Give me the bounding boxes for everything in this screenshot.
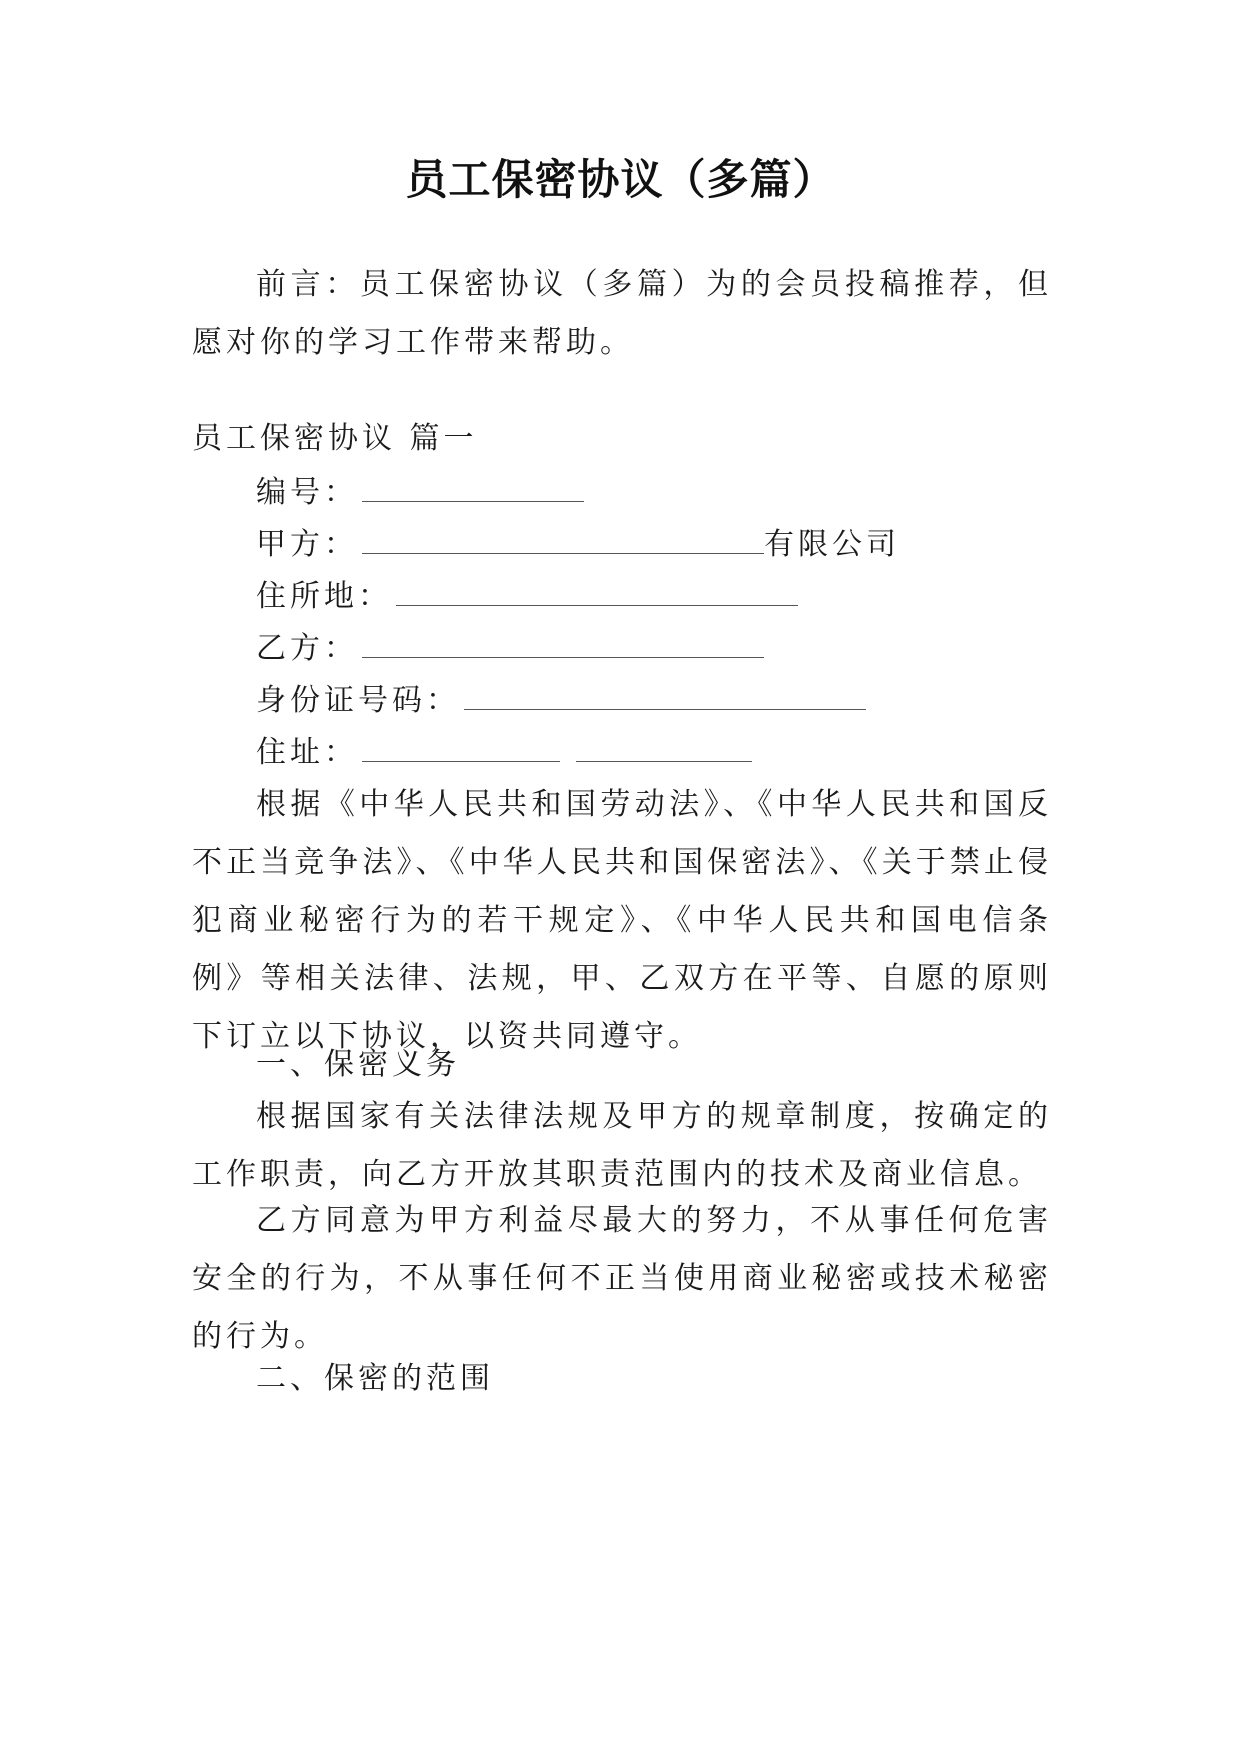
address-field <box>256 724 1116 782</box>
address-blank-2 <box>576 739 752 762</box>
party-a-blank <box>362 531 764 554</box>
obligation-paragraph-1: 根据国家有关法律法规及甲方的规章制度，按确定的工作职责，向乙方开放其职责范围内的技术及商业信息。 <box>192 1099 1052 1192</box>
id-number-label: 身份证号码： <box>256 683 460 718</box>
party-b-label: 乙方： <box>256 631 358 666</box>
intro-paragraph: 根据《中华人民共和国劳动法》、《中华人民共和国反不正当竞争法》、《中华人民共和国保密法》、《关于禁止侵犯商业秘密行为的若干规定》、《中华人民共和国电信条例》等相关法律、法规，甲、乙双方在平等、自愿的原则下订立以下协议，以资共同遵守。 <box>192 787 1052 1054</box>
obligation-paragraph-2: 乙方同意为甲方利益尽最大的努力，不从事任何危害安全的行为，不从事任何不正当使用商业秘密或技术秘密的行为。 <box>192 1203 1052 1354</box>
party-a-label: 甲方： <box>256 527 358 562</box>
party-b-field <box>256 620 1116 678</box>
party-a-field <box>256 516 1116 574</box>
residence-field <box>256 568 1116 626</box>
residence-blank <box>396 583 798 606</box>
number-field <box>256 464 1116 522</box>
number-blank <box>362 479 584 502</box>
id-number-field <box>256 672 1116 730</box>
address-blank-1 <box>362 739 560 762</box>
heading-confidentiality-obligation: 一、保密义务 <box>256 1047 460 1082</box>
party-b-blank <box>362 635 764 658</box>
document-title: 员工保密协议（多篇） <box>405 155 836 204</box>
address-label: 住址： <box>256 735 358 770</box>
residence-label: 住所地： <box>256 579 392 614</box>
id-number-blank <box>464 687 866 710</box>
preface-paragraph: 前言：员工保密协议（多篇）为的会员投稿推荐，但愿对你的学习工作带来帮助。 <box>192 267 1052 360</box>
number-label: 编号： <box>256 475 358 510</box>
party-a-suffix: 有限公司 <box>764 527 900 562</box>
heading-confidentiality-scope: 二、保密的范围 <box>256 1361 494 1396</box>
section-heading: 员工保密协议 篇一 <box>192 421 478 456</box>
